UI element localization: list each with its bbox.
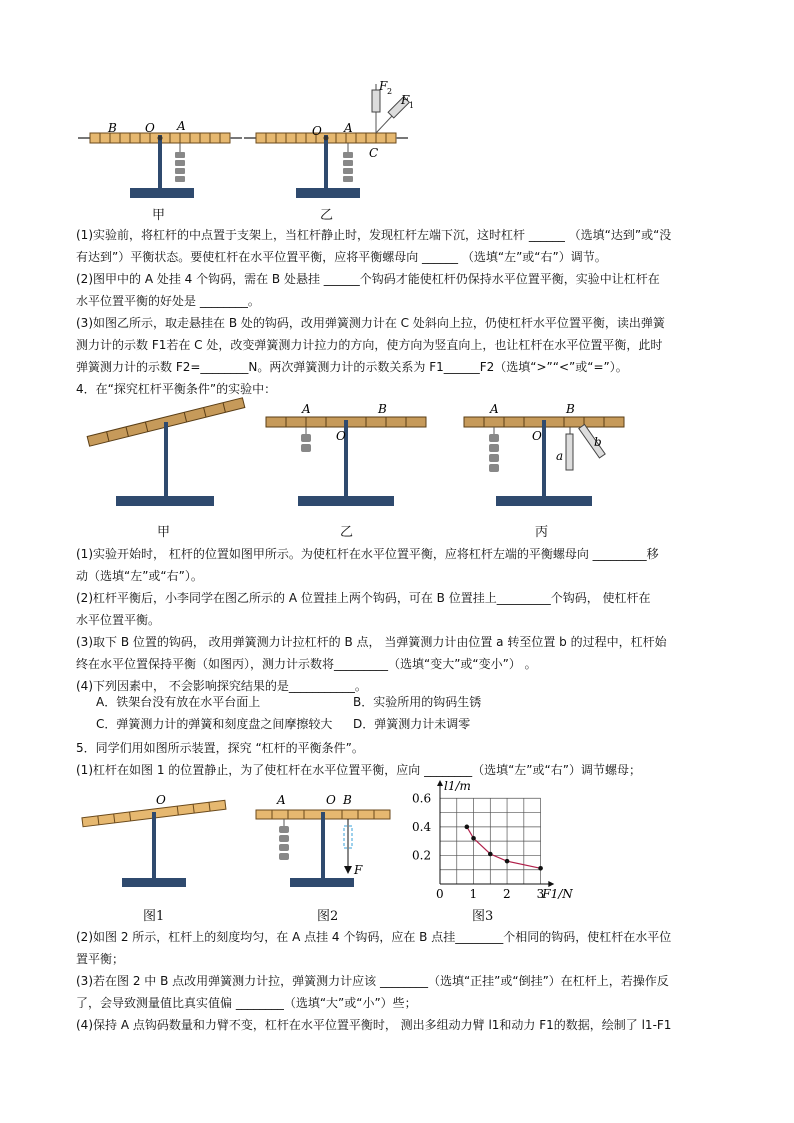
data-point [488, 852, 493, 857]
q5-caption-fig2: 图2 [317, 909, 339, 924]
q4-yi-label-o: O [336, 429, 346, 443]
q4-option-b: B．实验所用的钩码生锈 [353, 695, 482, 709]
q4-caption-yi: 乙 [340, 525, 354, 540]
q3-text [76, 224, 726, 400]
data-point [538, 866, 543, 871]
q4-caption-bing: 丙 [535, 525, 549, 540]
series-line [467, 827, 541, 868]
q4-line: (3)取下 B 位置的钩码， 改用弹簧测力计拉杠杆的 B 点， 当弹簧测力计由位置 a 转至位置 b 的过程中，杠杆始 [76, 635, 667, 649]
q3-line: (1)实验前，将杠杆的中点置于支架上，当杠杆静止时，发现杠杆左端下沉，这时杠杆 ______ （选填“达到”或“没 [76, 228, 672, 242]
q4-line: 动（选填“左”或“右”）。 [76, 569, 203, 583]
q4-option-a: A．铁架台没有放在水平台面上 [96, 695, 261, 709]
y-axis-arrow [437, 780, 443, 786]
q4-intro: 4．在“探究杠杆平衡条件”的实验中： [76, 382, 277, 396]
q5-line: (3)若在图 2 中 B 点改用弹簧测力计拉，弹簧测力计应该 ________（选填“正挂”或“倒挂”）在杠杆上，若操作反 [76, 974, 669, 988]
q3-yi-label-f2: F [379, 79, 388, 93]
q4-fig-yi [266, 402, 426, 506]
q3-line: 测力计的示数 F1若在 C 处，改变弹簧测力计拉力的方向，使方向为竖直向上，也让杠杆在水平位置平衡，此时 [76, 338, 663, 352]
q5-caption-fig1: 图1 [143, 909, 165, 924]
q5-line: 置平衡； [76, 952, 125, 966]
q4-fig-jia [87, 398, 245, 506]
q5-line: (1)杠杆在如图 1 的位置静止，为了使杠杆在水平位置平衡，应向 ________（选填“左”或“右”）调节螺母； [76, 763, 641, 777]
data-point [465, 825, 470, 830]
q5-text [76, 926, 726, 1036]
q4-fig-bing [464, 402, 624, 506]
q4-text [76, 543, 726, 697]
x-axis-label: F1/N [542, 887, 573, 901]
q3-line: 弹簧测力计的示数 F2=________N。两次弹簧测力计的示数关系为 F1______F2（选填“>”“<”或“=”）。 [76, 360, 628, 374]
q3-yi-label-o: O [312, 124, 322, 138]
q4-line: (4)下列因素中， 不会影响探究结果的是___________。 [76, 679, 367, 693]
q3-yi-label-f2-sub: 2 [387, 87, 393, 96]
q3-jia-label-b: B [108, 121, 117, 135]
q5-intro: 5．同学们用如图所示装置，探究 “杠杆的平衡条件”。 [76, 741, 364, 755]
q5-fig2 [256, 793, 390, 887]
q4-line: (2)杠杆平衡后，小李同学在图乙所示的 A 位置挂上两个钩码，可在 B 位置挂上_________个钩码， 使杠杆在 [76, 591, 651, 605]
q5-line: (4)保持 A 点钩码数量和力臂不变，杠杆在水平位置平衡时， 测出多组动力臂 l1和动力 F1的数据，绘制了 l1-F1 [76, 1018, 672, 1032]
x-tick-label: 2 [503, 887, 511, 901]
q3-lever-figure [76, 80, 416, 220]
q3-line: 有达到”）平衡状态。要使杠杆在水平位置平衡，应将平衡螺母向 ______ （选填“左”或“右”）调节。 [76, 250, 607, 264]
q4-bing-label-b: B [566, 402, 575, 416]
q4-bing-label-a: A [490, 402, 499, 416]
q3-jia-label-o: O [145, 121, 155, 135]
q3-yi-label-f1-sub: 1 [409, 101, 415, 110]
q3-yi-label-c: C [369, 146, 379, 160]
q5-fig2-label-a: A [277, 793, 286, 807]
q3-line: (3)如图乙所示，取走悬挂在 B 处的钩码，改用弹簧测力计在 C 处斜向上拉，仍使杠杆水平位置平衡，读出弹簧 [76, 316, 665, 330]
y-tick-label: 0.6 [412, 791, 432, 806]
q5-fig2-label-f: F [354, 863, 363, 877]
q3-fig-jia [78, 119, 242, 198]
y-tick-label: 0.2 [412, 848, 432, 863]
q5-fig2-label-o: O [326, 793, 336, 807]
y-tick-label: 0.4 [412, 819, 432, 834]
q4-line: 水平位置平衡。 [76, 613, 161, 627]
q5-caption-fig3: 图3 [472, 909, 494, 924]
q5-line: 了，会导致测量值比真实值偏 ________（选填“大”或“小”）些； [76, 996, 417, 1010]
q3-caption-jia: 甲 [152, 208, 166, 223]
q4-bing-label-pos-a: a [556, 449, 564, 463]
x-tick-label: 3 [536, 887, 545, 901]
q3-yi-label-a: A [344, 121, 353, 135]
q5-lever-figures [76, 790, 396, 900]
q4-option-d: D．弹簧测力计未调零 [353, 717, 471, 731]
q5-line: (2)如图 2 所示，杠杆上的刻度均匀，在 A 点挂 4 个钩码，应在 B 点挂________个相同的钩码，使杠杆在水平位 [76, 930, 672, 944]
q3-line: (2)图甲中的 A 处挂 4 个钩码，需在 B 处悬挂 ______个钩码才能使杠杆仍保持水平位置平衡，实验中让杠杆在 [76, 272, 660, 286]
q4-yi-label-a: A [302, 402, 311, 416]
data-point [471, 836, 476, 841]
q5-fig1 [82, 793, 226, 887]
x-tick-label: 0 [436, 887, 444, 901]
data-point [505, 859, 510, 864]
q5-fig2-label-b: B [343, 793, 352, 807]
q5-fig1-label-o: O [156, 793, 166, 807]
y-axis-label: l1/m [444, 779, 471, 793]
q3-caption-yi: 乙 [320, 208, 334, 223]
q5-intro-block [76, 737, 726, 781]
q3-fig-yi [244, 79, 414, 198]
q3-jia-label-a: A [177, 119, 186, 133]
q4-line: 终在水平位置保持平衡（如图丙），测力计示数将_________（选填“变大”或“变小”） 。 [76, 657, 537, 671]
q4-option-c: C．弹簧测力计的弹簧和刻度盘之间摩擦较大 [96, 717, 333, 731]
q4-lever-figure [76, 398, 636, 518]
q3-line: 水平位置平衡的好处是 ________。 [76, 294, 260, 308]
q4-line: (1)实验开始时， 杠杆的位置如图甲所示。为使杠杆在水平位置平衡，应将杠杆左端的平衡螺母向 _________移 [76, 547, 659, 561]
q4-caption-jia: 甲 [157, 525, 171, 540]
q4-bing-label-pos-b: b [594, 435, 602, 449]
q4-yi-label-b: B [378, 402, 387, 416]
q5-fig3-chart [408, 778, 573, 904]
x-tick-label: 1 [469, 887, 478, 901]
q3-yi-label-f1: F [401, 93, 410, 107]
q4-bing-label-o: O [532, 429, 542, 443]
